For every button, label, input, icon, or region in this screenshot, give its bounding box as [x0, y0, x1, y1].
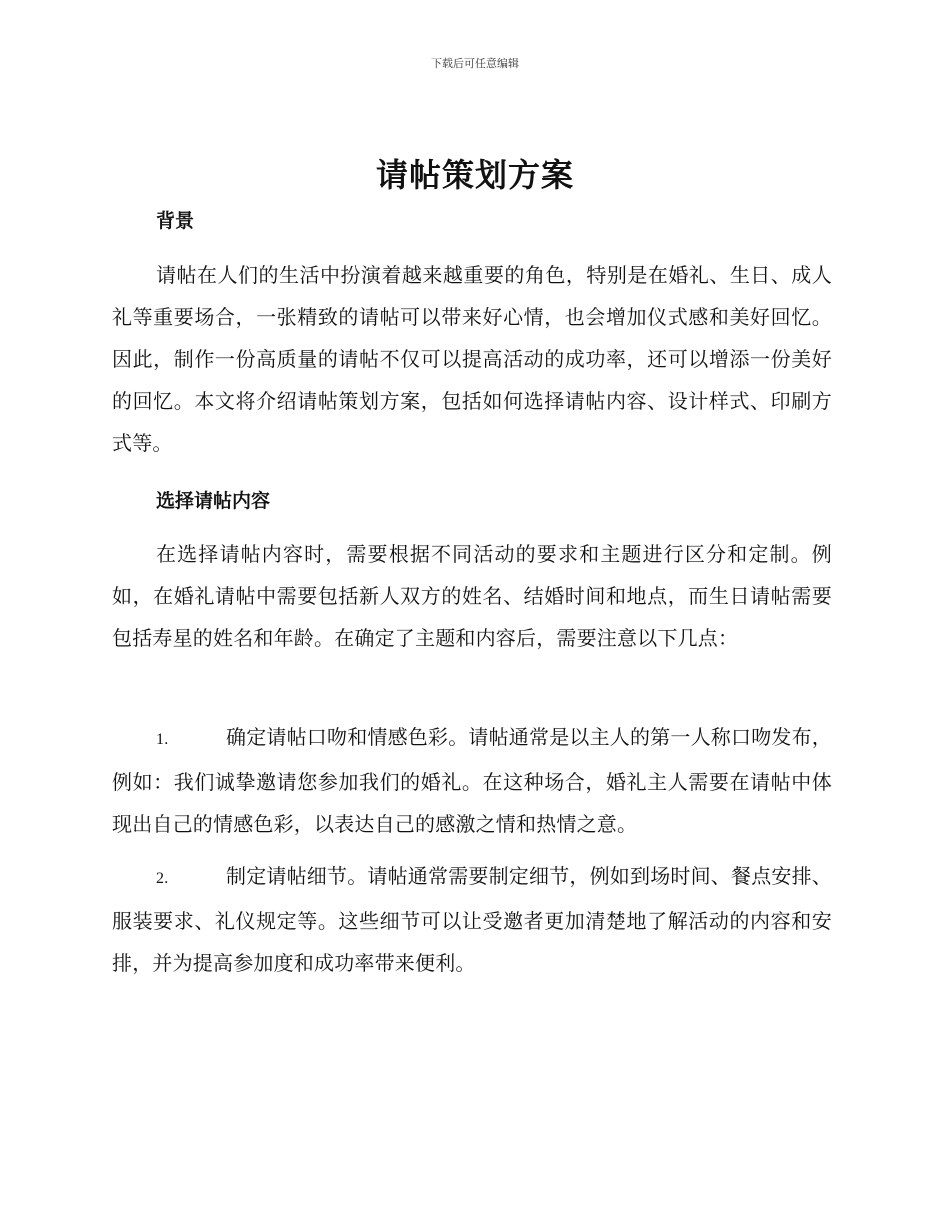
list-item-1-text: 确定请帖口吻和情感色彩。请帖通常是以主人的第一人称口吻发布，例如：我们诚挚邀请您参加我们的婚礼。在这种场合，婚礼主人需要在请帖中体现出自己的情感色彩，以表达自己的感激之情和热情之意。: [112, 725, 832, 836]
list-item-1-number: 1.: [156, 731, 169, 748]
section-heading-background: 背景: [156, 210, 195, 232]
list-item-2: [112, 855, 832, 984]
content-paragraph: 在选择请帖内容时，需要根据不同活动的要求和主题进行区分和定制。例如，在婚礼请帖中需要包括新人双方的姓名、结婚时间和地点，而生日请帖需要包括寿星的姓名和年龄。在确定了主题和内容后，需要注意以下几点：: [112, 542, 832, 650]
list-item-2-text: 制定请帖细节。请帖通常需要制定细节，例如到场时间、餐点安排、服装要求、礼仪规定等。这些细节可以让受邀者更加清楚地了解活动的内容和安排，并为提高参加度和成功率带来便利。: [112, 864, 832, 975]
background-paragraph: 请帖在人们的生活中扮演着越来越重要的角色，特别是在婚礼、生日、成人礼等重要场合，一张精致的请帖可以带来好心情，也会增加仪式感和美好回忆。因此，制作一份高质量的请帖不仅可以提高活动的成功率，还可以增添一份美好的回忆。本文将介绍请帖策划方案，包括如何选择请帖内容、设计样式、印刷方式等。: [112, 263, 832, 455]
list-item-1: [112, 716, 832, 845]
header-note: 下载后可任意编辑: [431, 57, 519, 70]
list-item-2-number: 2.: [156, 870, 169, 887]
document-title: 请帖策划方案: [375, 156, 574, 194]
section-heading-content: 选择请帖内容: [156, 490, 271, 512]
